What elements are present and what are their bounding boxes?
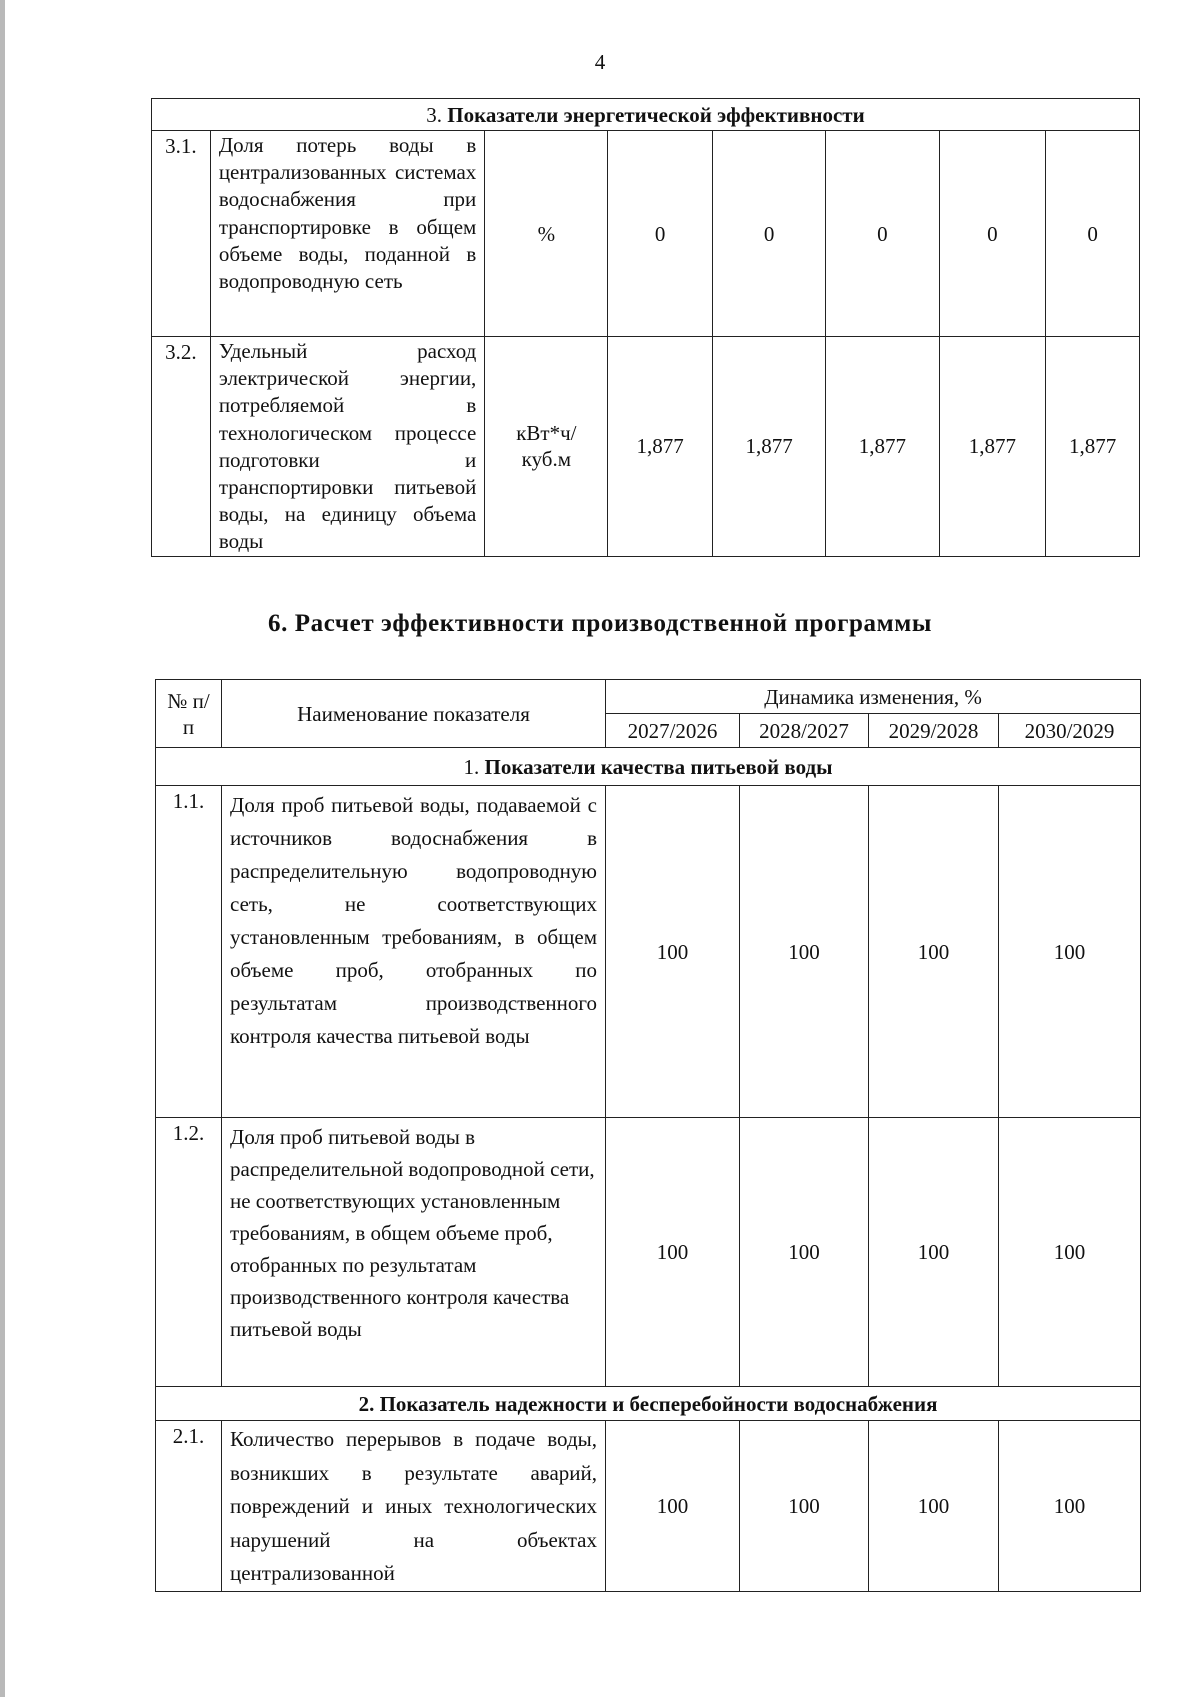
value-cell: 1,877 bbox=[1046, 337, 1140, 557]
value-cell: 1,877 bbox=[826, 337, 939, 557]
value-cell: 100 bbox=[999, 1118, 1141, 1387]
row-number: 3.2. bbox=[152, 337, 211, 557]
value-cell: 100 bbox=[869, 786, 999, 1118]
value-cell: 0 bbox=[826, 131, 939, 337]
value-cell: 1,877 bbox=[712, 337, 825, 557]
value-cell: 0 bbox=[608, 131, 713, 337]
value-cell: 0 bbox=[712, 131, 825, 337]
value-cell: 100 bbox=[869, 1118, 999, 1387]
value-cell: 100 bbox=[869, 1421, 999, 1592]
header-indicator-name: Наименование показателя bbox=[222, 680, 606, 748]
energy-efficiency-table bbox=[151, 98, 1140, 557]
table-row bbox=[152, 131, 1140, 337]
value-cell: 100 bbox=[606, 786, 740, 1118]
table-row bbox=[152, 337, 1140, 557]
row-number: 1.2. bbox=[156, 1118, 222, 1387]
program-efficiency-table bbox=[155, 679, 1141, 1592]
value-cell: 0 bbox=[1046, 131, 1140, 337]
unit-cell: кВт*ч/ куб.м bbox=[485, 337, 608, 557]
value-cell: 100 bbox=[999, 786, 1141, 1118]
section-2-header: 2. Показатель надежности и бесперебойности водоснабжения bbox=[156, 1387, 1141, 1421]
value-cell: 100 bbox=[606, 1421, 740, 1592]
table-row bbox=[156, 1118, 1141, 1387]
table-row bbox=[156, 786, 1141, 1118]
indicator-name: Доля потерь воды в централизованных системах водоснабжения при транспортировке в общем объеме воды, поданной в водопроводную сеть bbox=[210, 131, 485, 337]
section-header-row bbox=[156, 748, 1141, 786]
row-number: 3.1. bbox=[152, 131, 211, 337]
indicator-name: Доля проб питьевой воды в распределительной водопроводной сети, не соответствующих установленным требованиям, в общем объеме проб, отобранных по результатам производственного контроля качества питьевой воды bbox=[222, 1118, 606, 1387]
indicator-name: Доля проб питьевой воды, подаваемой с источников водоснабжения в распределительную водопроводную сеть, не соответствующих установленным требованиям, в общем объеме проб, отобранных по результатам производственного контроля качества питьевой воды bbox=[222, 786, 606, 1118]
value-cell: 1,877 bbox=[608, 337, 713, 557]
value-cell: 100 bbox=[606, 1118, 740, 1387]
value-cell: 0 bbox=[939, 131, 1046, 337]
table-row bbox=[156, 1421, 1141, 1592]
section-header-row bbox=[152, 99, 1140, 131]
indicator-name: Количество перерывов в подаче воды, возникших в результате аварий, повреждений и иных технологических нарушений на объектах централизованной bbox=[222, 1421, 606, 1592]
indicator-name: Удельный расход электрической энергии, потребляемой в технологическом процессе подготовки и транспортировки питьевой воды, на единицу объема воды bbox=[210, 337, 485, 557]
page-number: 4 bbox=[594, 50, 606, 74]
scan-edge bbox=[0, 0, 5, 1697]
header-period: 2027/2026 bbox=[606, 714, 740, 748]
row-number: 2.1. bbox=[156, 1421, 222, 1592]
header-dynamics: Динамика изменения, % bbox=[606, 680, 1141, 714]
header-row bbox=[156, 680, 1141, 714]
value-cell: 100 bbox=[740, 786, 869, 1118]
value-cell: 1,877 bbox=[939, 337, 1046, 557]
unit-cell: % bbox=[485, 131, 608, 337]
value-cell: 100 bbox=[740, 1421, 869, 1592]
section-3-header: 3. Показатели энергетической эффективности bbox=[152, 99, 1140, 131]
header-period: 2028/2027 bbox=[740, 714, 869, 748]
section-header-row bbox=[156, 1387, 1141, 1421]
section-6-title: 6. Расчет эффективности производственной программы bbox=[267, 610, 933, 637]
row-number: 1.1. bbox=[156, 786, 222, 1118]
header-number: № п/п bbox=[156, 680, 222, 748]
header-period: 2029/2028 bbox=[869, 714, 999, 748]
value-cell: 100 bbox=[999, 1421, 1141, 1592]
value-cell: 100 bbox=[740, 1118, 869, 1387]
section-1-header: 1. Показатели качества питьевой воды bbox=[156, 748, 1141, 786]
header-period: 2030/2029 bbox=[999, 714, 1141, 748]
